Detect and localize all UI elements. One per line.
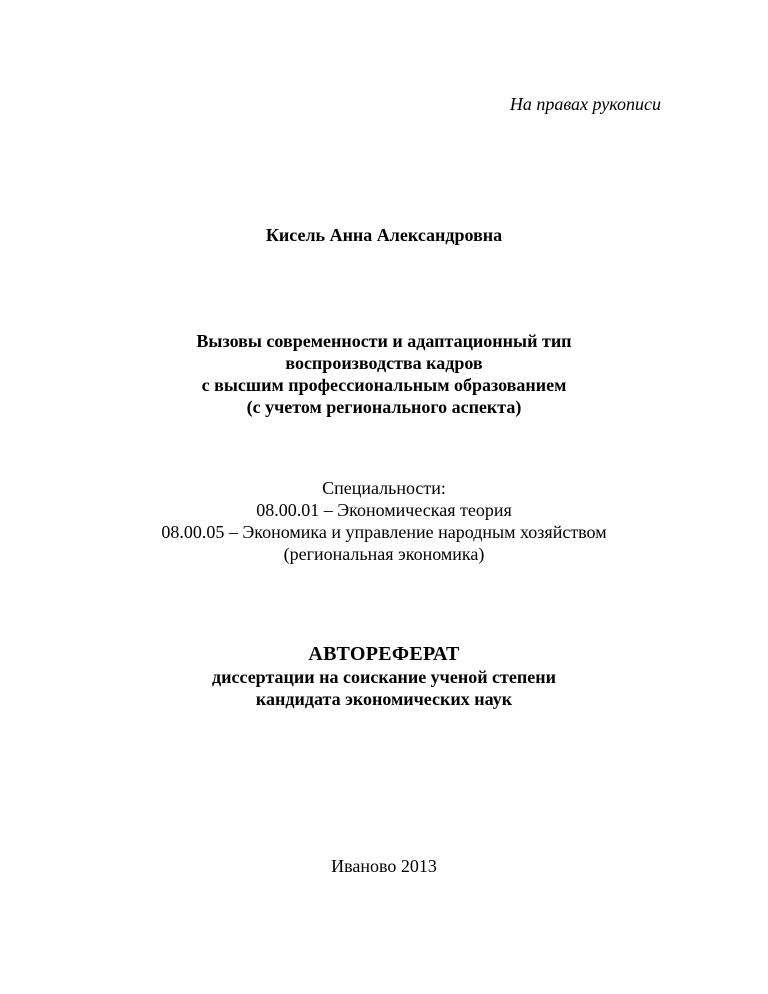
specialty-item: 08.00.01 – Экономическая теория: [256, 500, 512, 520]
place-year: Иваново 2013: [331, 856, 437, 876]
specialty-item: (региональная экономика): [283, 544, 485, 564]
document-type-title: АВТОРЕФЕРАТ: [308, 643, 460, 665]
title-line: воспроизводства кадров: [285, 353, 483, 373]
document-type-line: диссертации на соискание ученой степени: [212, 667, 556, 687]
specialties-heading: Специальности:: [322, 478, 446, 498]
document-type-line: кандидата экономических наук: [255, 689, 513, 709]
title-line: (с учетом регионального аспекта): [246, 397, 522, 417]
specialty-item: 08.00.05 – Экономика и управление народным хозяйством: [161, 522, 607, 542]
title-line: Вызовы современности и адаптационный тип: [196, 331, 572, 351]
rights-note: На правах рукописи: [509, 94, 661, 114]
title-line: с высшим профессиональным образованием: [201, 375, 567, 395]
author-name: Кисель Анна Александровна: [265, 225, 503, 245]
